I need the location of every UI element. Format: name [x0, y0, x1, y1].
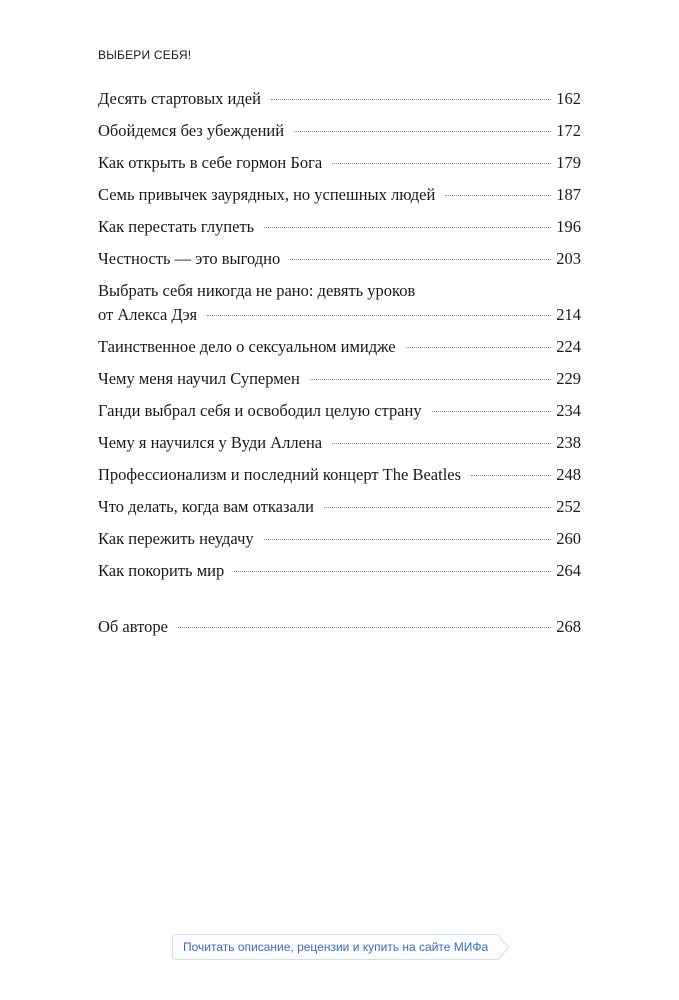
mif-store-link[interactable]: [172, 934, 501, 960]
toc-entry-title: Чему я научился у Вуди Аллена: [98, 433, 323, 452]
toc-entry-page: 179: [556, 153, 581, 172]
toc-entry[interactable]: [98, 119, 581, 143]
dot-leader: [207, 315, 551, 316]
toc-entry-title: Как пережить неудачу: [98, 529, 254, 548]
toc-entry-title: Ганди выбрал себя и освободил целую страну: [98, 401, 422, 420]
toc-entry[interactable]: [98, 215, 581, 239]
toc-entry[interactable]: [98, 183, 581, 207]
dot-leader: [324, 507, 551, 508]
toc-entry-page: 187: [556, 185, 581, 204]
toc-entry-title: Что делать, когда вам отказали: [98, 497, 314, 516]
toc-entry-title: Таинственное дело о сексуальном имидже: [98, 337, 396, 356]
dot-leader: [264, 227, 551, 228]
table-of-contents: [98, 87, 581, 647]
dot-leader: [178, 627, 551, 628]
toc-entry-line2: [98, 303, 581, 327]
toc-entry[interactable]: [98, 247, 581, 271]
toc-entry-page: 172: [556, 121, 581, 140]
toc-entry-title: Обойдемся без убеждений: [98, 121, 285, 140]
dot-leader: [332, 163, 551, 164]
toc-entry-title-line1: Выбрать себя никогда не рано: девять уроков: [98, 281, 416, 300]
toc-entry-title: Профессионализм и последний концерт The Beatles: [98, 465, 462, 484]
toc-entry-page: 224: [556, 337, 581, 356]
toc-entry[interactable]: [98, 367, 581, 391]
dot-leader: [445, 195, 551, 196]
toc-entry-page: 203: [556, 249, 581, 268]
toc-entry-title: Как покорить мир: [98, 561, 225, 580]
toc-entry-title: Честность — это выгодно: [98, 249, 281, 268]
dot-leader: [234, 571, 551, 572]
toc-entry-page: 268: [556, 617, 581, 636]
dot-leader: [294, 131, 551, 132]
toc-entry[interactable]: [98, 463, 581, 487]
toc-entry-page: 162: [556, 89, 581, 108]
toc-entry-title: Как открыть в себе гормон Бога: [98, 153, 323, 172]
toc-entry-page: 260: [556, 529, 581, 548]
toc-entry-title: Чему меня научил Супермен: [98, 369, 300, 388]
dot-leader: [406, 347, 551, 348]
toc-entry-about-author[interactable]: [98, 615, 581, 639]
toc-entry-page: 238: [556, 433, 581, 452]
dot-leader: [264, 539, 551, 540]
toc-entry-page: 196: [556, 217, 581, 236]
toc-entry-page: 214: [556, 305, 581, 324]
toc-entry-page: 252: [556, 497, 581, 516]
dot-leader: [271, 99, 551, 100]
dot-leader: [471, 475, 551, 476]
toc-entry-title: Как перестать глупеть: [98, 217, 255, 236]
toc-entry[interactable]: [98, 431, 581, 455]
toc-entry[interactable]: [98, 151, 581, 175]
toc-entry-page: 234: [556, 401, 581, 420]
dot-leader: [310, 379, 551, 380]
toc-entry[interactable]: [98, 335, 581, 359]
toc-entry[interactable]: [98, 399, 581, 423]
toc-entry-title: Десять стартовых идей: [98, 89, 261, 108]
toc-entry-page: 229: [556, 369, 581, 388]
toc-entry[interactable]: [98, 559, 581, 583]
mif-store-link-label: Почитать описание, рецензии и купить на сайте МИФа: [183, 940, 489, 954]
toc-entry[interactable]: [98, 87, 581, 111]
toc-entry-title-line2: от Алекса Дэя: [98, 305, 198, 324]
toc-entry[interactable]: [98, 279, 581, 327]
dot-leader: [290, 259, 551, 260]
toc-entry[interactable]: [98, 495, 581, 519]
running-head: ВЫБЕРИ СЕБЯ!: [98, 48, 192, 62]
toc-entry[interactable]: [98, 527, 581, 551]
toc-entry-page: 264: [556, 561, 581, 580]
toc-entry-page: 248: [556, 465, 581, 484]
dot-leader: [332, 443, 551, 444]
dot-leader: [432, 411, 551, 412]
toc-entry-title: Об авторе: [98, 617, 168, 636]
toc-entry-title: Семь привычек заурядных, но успешных людей: [98, 185, 436, 204]
